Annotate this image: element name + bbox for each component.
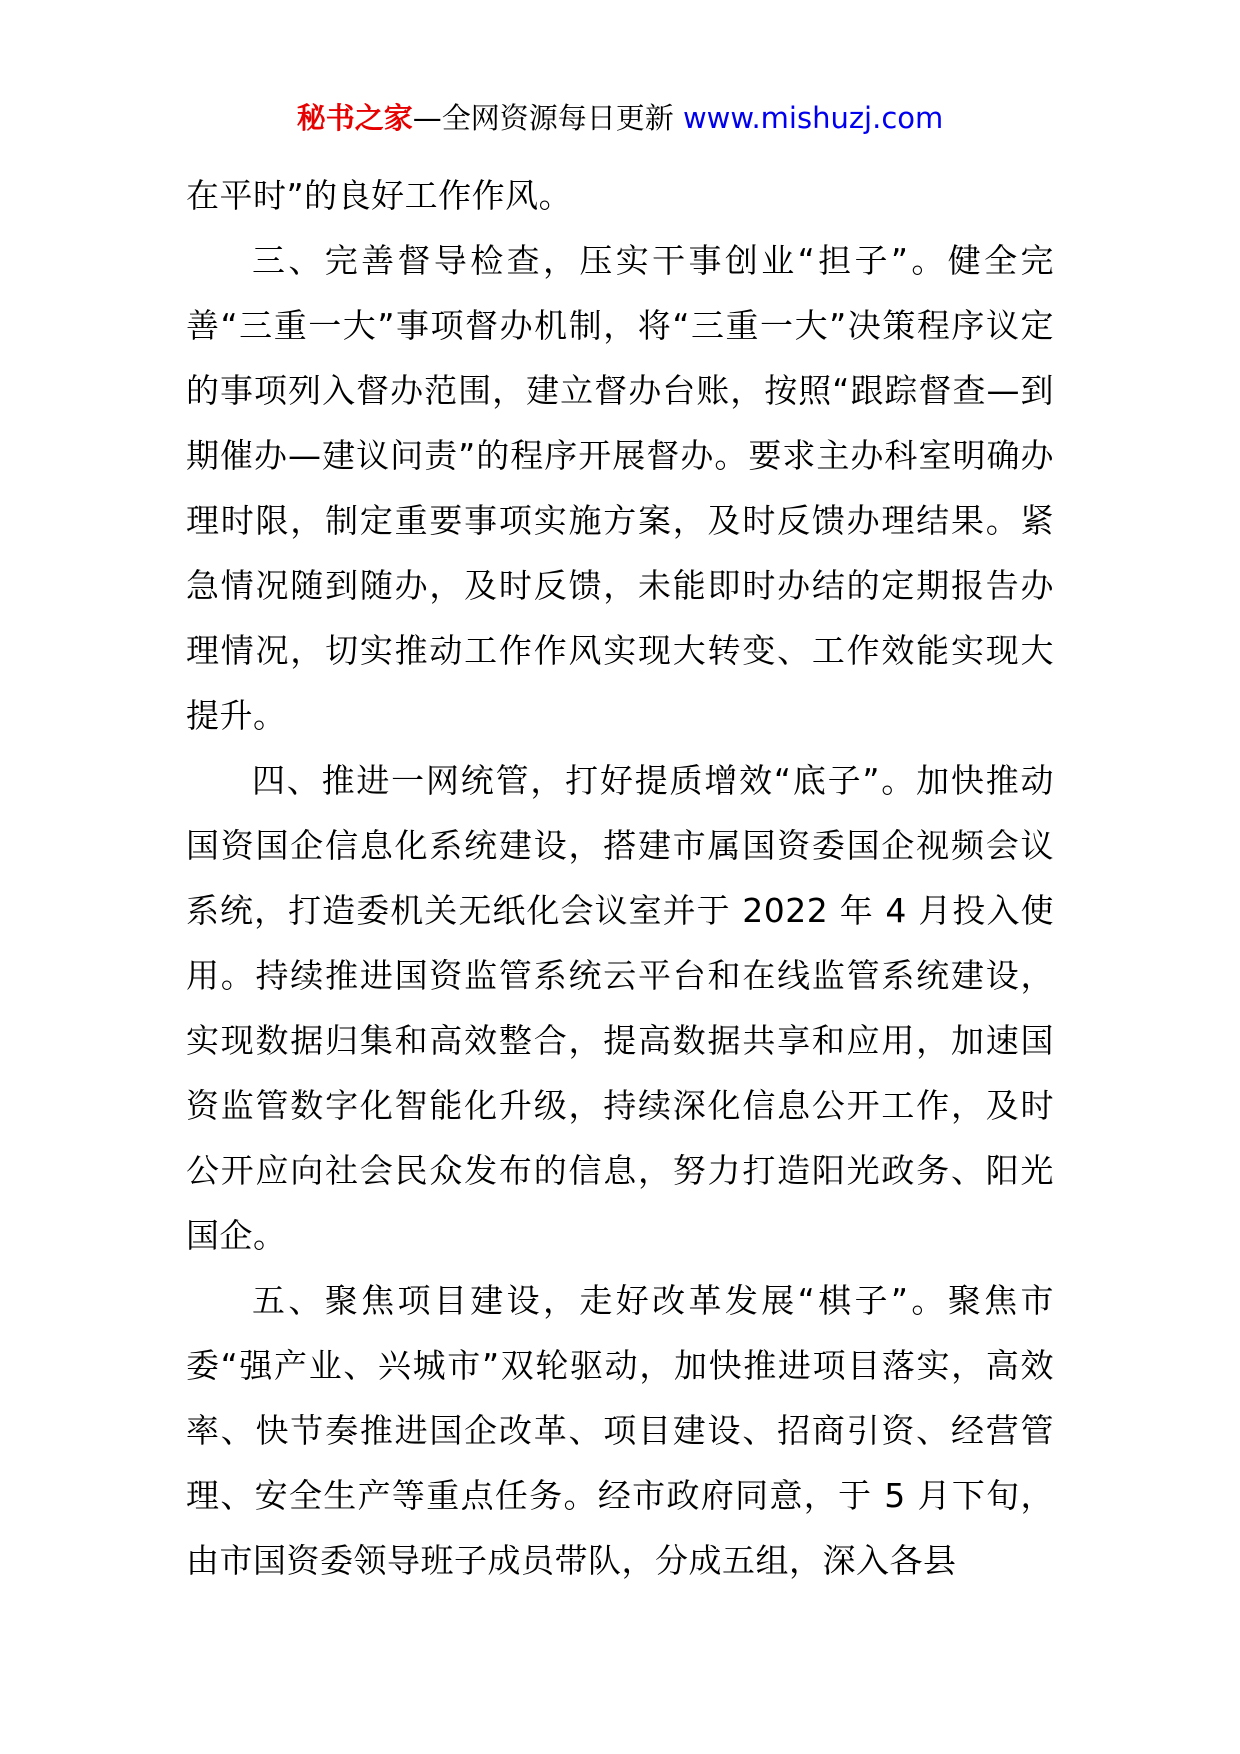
document-body: [186, 163, 1054, 1593]
paragraph-section-5: 五、聚焦项目建设，走好改革发展“棋子”。聚焦市委“强产业、兴城市”双轮驱动，加快推进项目落实，高效率、快节奏推进国企改革、项目建设、招商引资、经营管理、安全生产等重点任务。经市政府同意，于 5 月下旬，由市国资委领导班子成员带队，分成五组，深入各县: [186, 1281, 1054, 1580]
paragraph-continuation: 在平时”的良好工作作风。: [186, 176, 573, 215]
site-brand: 秘书之家: [296, 101, 413, 135]
paragraph-section-4: 四、推进一网统管，打好提质增效“底子”。加快推动国资国企信息化系统建设，搭建市属国资委国企视频会议系统，打造委机关无纸化会议室并于 2022 年 4 月投入使用。持续推进国资监管系统云平台和在线监管系统建设，实现数据归集和高效整合，提高数据共享和应用，加速国资监管数字化智能化升级，持续深化信息公开工作，及时公开应向社会民众发布的信息，努力打造阳光政务、阳光国企。: [186, 761, 1054, 1255]
site-url-link[interactable]: www.mishuzj.com: [682, 101, 944, 135]
site-header: [0, 98, 1240, 138]
site-slogan: —全网资源每日更新: [412, 101, 683, 135]
paragraph-section-3: 三、完善督导检查，压实干事创业“担子”。健全完善“三重一大”事项督办机制，将“三重一大”决策程序议定的事项列入督办范围，建立督办台账，按照“跟踪督查—到期催办—建议问责”的程序开展督办。要求主办科室明确办理时限，制定重要事项实施方案，及时反馈办理结果。紧急情况随到随办，及时反馈，未能即时办结的定期报告办理情况，切实推动工作作风实现大转变、工作效能实现大提升。: [186, 241, 1054, 735]
